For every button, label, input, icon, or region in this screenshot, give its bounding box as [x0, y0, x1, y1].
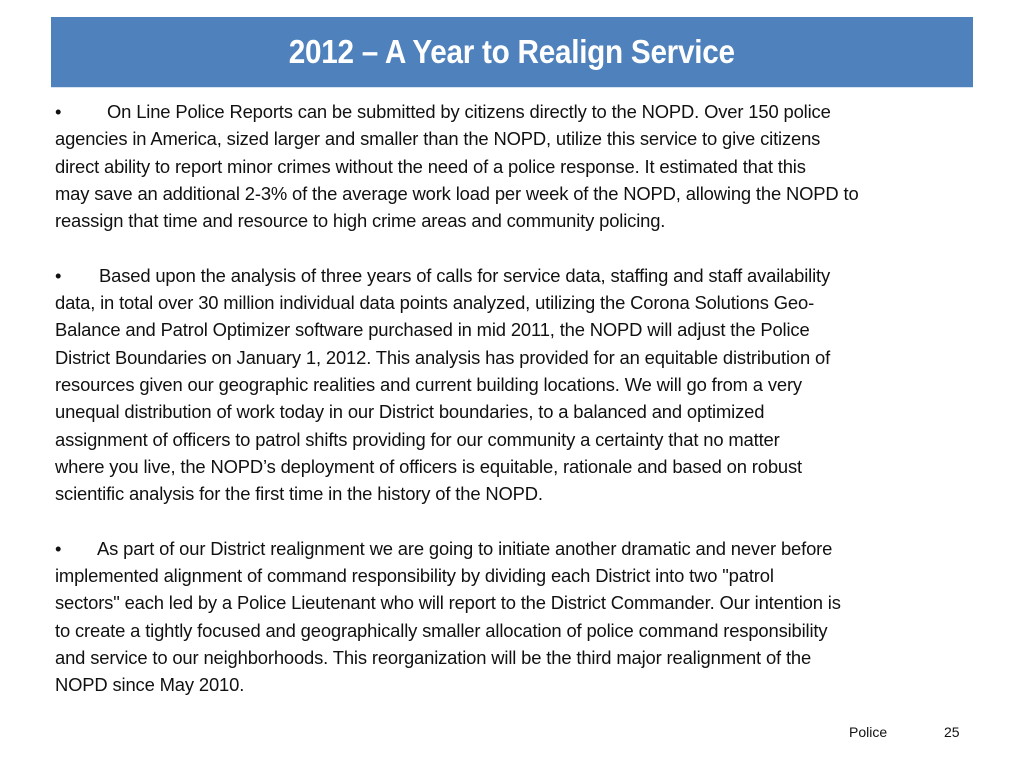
bullet-line [55, 98, 985, 125]
bullet-line: resources given our geographic realities and current building locations. We will go from a very [55, 373, 802, 395]
bullet-line: may save an additional 2-3% of the average work load per week of the NOPD, allowing the NOPD to [55, 182, 859, 204]
paragraph-spacer [55, 507, 985, 534]
bullet-line [55, 262, 985, 289]
bullet-line: sectors" each led by a Police Lieutenant who will report to the District Commander. Our intention is [55, 592, 841, 614]
paragraph-spacer [55, 234, 985, 261]
bullet-line: unequal distribution of work today in our District boundaries, to a balanced and optimized [55, 401, 765, 423]
bullet-line: District Boundaries on January 1, 2012. This analysis has provided for an equitable distribution of [55, 346, 831, 368]
bullet-icon: • [55, 264, 62, 286]
bullet-line: implemented alignment of command responsibility by dividing each District into two "patrol [55, 565, 774, 587]
slide-body [55, 98, 985, 699]
bullet-patrol-sectors [55, 535, 985, 699]
bullet-line: data, in total over 30 million individual data points analyzed, utilizing the Corona Solutions Geo- [55, 292, 815, 314]
bullet-line [55, 535, 985, 562]
slide-title: 2012 – A Year to Realign Service [289, 33, 735, 70]
slide-title-bar [51, 17, 973, 88]
footer-label: Police [849, 724, 888, 740]
bullet-text: As part of our District realignment we are going to initiate another dramatic and never before [97, 537, 833, 559]
bullet-line: reassign that time and resource to high crime areas and community policing. [55, 210, 666, 232]
bullet-icon: • [55, 101, 62, 122]
bullet-text: Based upon the analysis of three years of calls for service data, staffing and staff availability [99, 264, 831, 286]
bullet-line: Balance and Patrol Optimizer software purchased in mid 2011, the NOPD will adjust the Police [55, 319, 810, 341]
bullet-icon: • [55, 537, 62, 559]
bullet-line: agencies in America, sized larger and smaller than the NOPD, utilize this service to give citizens [55, 128, 821, 150]
bullet-line: scientific analysis for the first time in the history of the NOPD. [55, 483, 543, 505]
bullet-line: assignment of officers to patrol shifts providing for our community a certainty that no matter [55, 428, 780, 450]
bullet-text: On Line Police Reports can be submitted by citizens directly to the NOPD. Over 150 police [107, 101, 831, 122]
page-number: 25 [944, 724, 960, 740]
bullet-online-reports [55, 98, 985, 234]
bullet-line: and service to our neighborhoods. This reorganization will be the third major realignment of the [55, 646, 812, 668]
bullet-line: direct ability to report minor crimes without the need of a police response. It estimated that this [55, 155, 806, 177]
bullet-district-boundaries [55, 262, 985, 508]
bullet-line: NOPD since May 2010. [55, 674, 245, 696]
bullet-line: to create a tightly focused and geographically smaller allocation of police command responsibility [55, 619, 828, 641]
bullet-line: where you live, the NOPD’s deployment of officers is equitable, rationale and based on robust [55, 455, 802, 477]
